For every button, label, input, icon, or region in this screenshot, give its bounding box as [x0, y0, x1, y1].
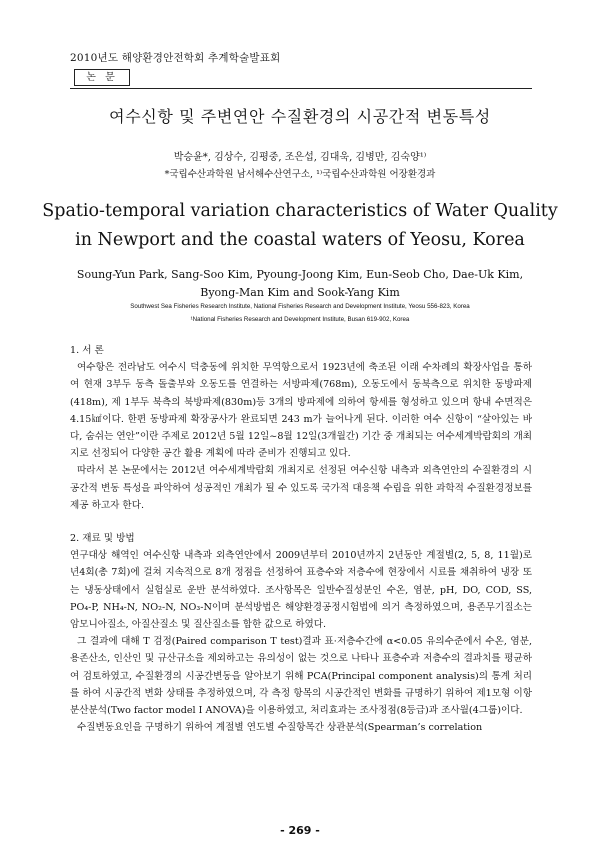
conference-header: 2010년도 해양환경안전학회 추계학술발표회: [70, 52, 281, 64]
authors-english-line2: Byong-Man Kim and Sook-Yang Kim: [200, 286, 400, 299]
title-english-line1: Spatio-temporal variation characteristics of Water Quality: [42, 201, 558, 221]
intro-paragraph-2: 따라서 본 논문에서는 2012년 여수세계박람회 개최지로 선정된 여수신항 내측과 외측연안의 수질환경의 시공간적 변동 특성을 파악하여 성공적인 개최가 될 수 있도록 국가적 대응책 수립을 위한 과학적 수질환경정보를 제공 하고자 한다.: [70, 465, 532, 511]
intro-paragraph-1: 여수항은 전라남도 여수시 덕충동에 위치한 무역항으로서 1923년에 축조된 이래 수차례의 확장사업을 통하여 현재 3부두 동측 돌출부와 오동도를 연결하는 서방파제(768m), 오동도에서 동북측으로 위치한 동방파제(418m), 제 1부두 북측의 북방파제(830m)등 3개의 방파제에 의하여 항세를 형성하고 있으며 항내 수면적은 4.15㎢이다. 한편 동방파제 확장공사가 완료되면 243 m가 늘어나게 된다. 이러한 여수 신항이 “살아있는 바다, 숨쉬는 연안”이란 주제로 2012년 5월 12일~8월 12일(3개월간) 기간 중 개최되는 여수세계박람회의 개최지로 선정되어 다양한 공간 활용 계획에 따라 준비가 진행되고 있다.: [70, 362, 532, 460]
title-english: [0, 197, 600, 255]
title-korean: 여수신항 및 주변연안 수질환경의 시공간적 변동특성: [109, 107, 491, 126]
affiliation-english-line2: ¹National Fisheries Research and Development Institute, Busan 619-902, Korea: [190, 316, 410, 323]
page-number: - 269 -: [280, 824, 320, 837]
section-heading-introduction: 1. 서 론: [70, 345, 104, 356]
paper-type-tag: 논 문: [74, 69, 130, 86]
header-rule: [70, 88, 532, 89]
methods-paragraph-2: 그 결과에 대해 T 검정(Paired comparison T test)결과 표·저층수간에 α<0.05 유의수준에서 수온, 염분, 용존산소, 인산인 및 규산규소을 제외하고는 유의성이 없는 것으로 나타나 표층수과 저층수의 결과치를 평균하여 검토하였고, 수질환경의 시공간변동을 알아보기 위해 PCA(Principal component analysis)의 통계 처리를 하여 시공간적 변화 상태를 추정하였으며, 각 측정 항목의 시공간적인 변화를 규명하기 위하여 제1모형 이항분산분석(Two factor model Ⅰ ANOVA)을 이용하였고, 처리효과는 조사정점(8등급)과 조사월(4그룹)이다.: [70, 636, 532, 717]
affiliation-english-line1: Southwest Sea Fisheries Research Institute, National Fisheries Research and Development Institute, Yeosu 556-823, Korea: [130, 303, 470, 310]
methods-paragraph-1: 연구대상 해역인 여수신항 내측과 외측연안에서 2009년부터 2010년까지 2년동안 계절별(2, 5, 8, 11월)로 년4회(총 7회)에 걸쳐 지속적으로 8개 정점을 선정하여 표층수와 저층수에 현장에서 시료를 채취하여 냉장 또는 냉동상태에서 실험실로 운반 분석하였다. 조사항목은 일반수질성분인 수온, 염분, pH, DO, COD, SS, PO₄-P, NH₄-N, NO₂-N, NO₃-N이며 분석방법은 해양환경공정시험법에 의거 측정하였으며, 용존무기질소는 암모니아질소, 아질산질소 및 질산질소를 합한 값으로 하였다.: [70, 550, 532, 631]
section-heading-methods: 2. 재료 및 방법: [70, 533, 135, 545]
affiliation-korean: *국립수산과학원 남서해수산연구소, ¹⁾국립수산과학원 어장환경과: [164, 169, 436, 180]
body-text: [70, 342, 532, 736]
authors-korean: 박승윤*, 김상수, 김평중, 조은섭, 김대욱, 김병만, 김숙양¹⁾: [173, 152, 427, 163]
affiliation-english: [0, 300, 600, 326]
authors-english: [0, 266, 600, 302]
methods-paragraph-3: 수질변동요인을 구명하기 위하여 계절별 연도별 수질항목간 상관분석(Spearman’s correlation: [77, 722, 483, 734]
title-english-line2: in Newport and the coastal waters of Yeosu, Korea: [75, 230, 525, 250]
section-gap: [70, 514, 532, 530]
authors-english-line1: Soung-Yun Park, Sang-Soo Kim, Pyoung-Joong Kim, Eun-Seob Cho, Dae-Uk Kim,: [76, 268, 524, 281]
